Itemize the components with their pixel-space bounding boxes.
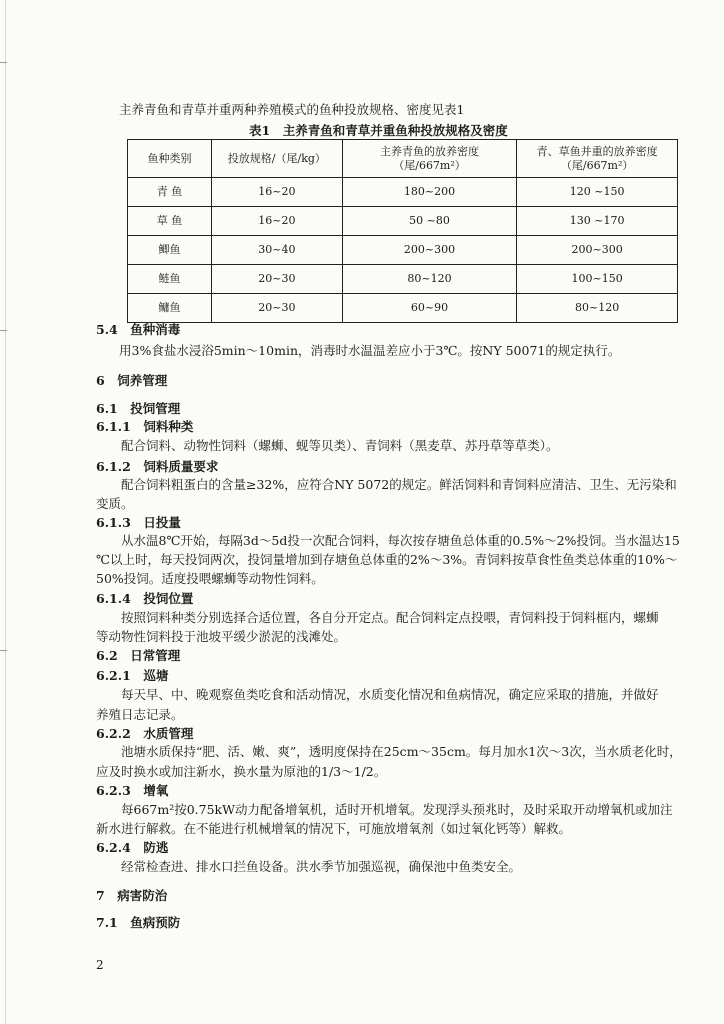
section-heading-6-1-4: 6.1.4 投饲位置	[96, 591, 194, 606]
section-heading-7-1: 7.1 鱼病预防	[96, 915, 181, 930]
table-cell: 16~20	[211, 178, 342, 207]
paragraph: 新水进行解救。在不能进行机械增氧的情况下，可施放增氧剂（如过氧化钙等）解救。	[96, 821, 572, 836]
table-cell: 200~300	[342, 236, 517, 265]
table-header-cell: 青、草鱼并重的放养密度 （尾/667m²）	[517, 140, 678, 178]
section-heading-6-2-4: 6.2.4 防逃	[96, 840, 169, 855]
table-cell: 120 ~150	[517, 178, 678, 207]
table-cell: 180~200	[342, 178, 517, 207]
table-cell: 鲢鱼	[128, 265, 212, 294]
binding-mark	[0, 650, 7, 651]
paragraph: ℃以上时，每天投饲两次，投饲量增加到存塘鱼总体重的2%～3%。青饲料按草食性鱼类总体重的10%～	[96, 552, 678, 567]
paragraph: 用3%食盐水浸浴5min～10min，消毒时水温温差应小于3℃。按NY 50071的规定执行。	[119, 343, 621, 358]
table-cell: 200~300	[517, 236, 678, 265]
table-row	[128, 207, 678, 236]
table-cell: 100~150	[517, 265, 678, 294]
table-cell: 60~90	[342, 294, 517, 323]
binding-mark	[0, 62, 7, 63]
section-heading-6-1: 6.1 投饲管理	[96, 401, 181, 416]
section-heading-6-2-3: 6.2.3 增氧	[96, 783, 169, 798]
table-header-row	[128, 140, 678, 178]
paragraph: 配合饲料粗蛋白的含量≥32%，应符合NY 5072的规定。鲜活饲料和青饲料应清洁、卫生、无污染和	[121, 477, 677, 492]
paragraph: 应及时换水或加注新水，换水量为原池的1/3～1/2。	[96, 764, 387, 779]
table-row	[128, 265, 678, 294]
table-row	[128, 236, 678, 265]
table-cell: 50 ~80	[342, 207, 517, 236]
paragraph: 从水温8℃开始，每隔3d～5d投一次配合饲料，每次按存塘鱼总体重的0.5%～2%投饲。当水温达15	[121, 533, 680, 548]
table-cell: 16~20	[211, 207, 342, 236]
table-row	[128, 294, 678, 323]
paragraph: 等动物性饲料投于池坡平缓少淤泥的浅滩处。	[96, 629, 347, 644]
section-heading-6: 6 饲养管理	[96, 373, 168, 388]
table-cell: 30~40	[211, 236, 342, 265]
table-cell: 鲫鱼	[128, 236, 212, 265]
section-heading-6-1-3: 6.1.3 日投量	[96, 515, 181, 530]
section-heading-6-2-1: 6.2.1 巡塘	[96, 668, 169, 683]
table-header-cell: 鱼种类别	[128, 140, 212, 178]
table-header-cell: 投放规格/（尾/kg）	[211, 140, 342, 178]
stocking-table	[127, 139, 678, 323]
table-cell: 鳙鱼	[128, 294, 212, 323]
section-heading-5-4: 5.4 鱼种消毒	[96, 322, 181, 337]
binding-mark	[0, 330, 7, 331]
page-number: 2	[96, 958, 104, 972]
paragraph: 每667m²按0.75kW动力配备增氧机，适时开机增氧。发现浮头预兆时，及时采取开动增氧机或加注	[121, 802, 673, 817]
paragraph: 变质。	[96, 496, 134, 511]
section-heading-6-1-2: 6.1.2 饲料质量要求	[96, 459, 219, 474]
paragraph: 每天早、中、晚观察鱼类吃食和活动情况，水质变化情况和鱼病情况，确定应采取的措施，并做好	[121, 687, 659, 702]
paragraph: 养殖日志记录。	[96, 707, 184, 722]
section-heading-7: 7 病害防治	[96, 888, 168, 903]
intro-text: 主养青鱼和青草并重两种养殖模式的鱼种投放规格、密度见表1	[119, 102, 465, 117]
paragraph: 50%投饲。适度投喂螺蛳等动物性饲料。	[96, 571, 324, 586]
section-heading-6-1-1: 6.1.1 饲料种类	[96, 419, 194, 434]
table-header-cell: 主养青鱼的放养密度 （尾/667m²）	[342, 140, 517, 178]
section-heading-6-2-2: 6.2.2 水质管理	[96, 726, 194, 741]
section-heading-6-2: 6.2 日常管理	[96, 648, 181, 663]
binding-margin-line	[5, 0, 6, 1024]
table-cell: 130 ~170	[517, 207, 678, 236]
table-caption: 表1 主养青鱼和青草并重鱼种投放规格及密度	[249, 123, 508, 138]
table-cell: 80~120	[342, 265, 517, 294]
paragraph: 按照饲料种类分别选择合适位置，各自分开定点。配合饲料定点投喂，青饲料投于饲料框内，螺蛳	[121, 610, 659, 625]
table-cell: 80~120	[517, 294, 678, 323]
table-cell: 草 鱼	[128, 207, 212, 236]
table-cell: 青 鱼	[128, 178, 212, 207]
table-row	[128, 178, 678, 207]
paragraph: 池塘水质保持“肥、活、嫩、爽”，透明度保持在25cm～35cm。每月加水1次～3次，当水质老化时，	[121, 744, 682, 759]
paragraph: 配合饲料、动物性饲料（螺蛳、蚬等贝类）、青饲料（黑麦草、苏丹草等草类）。	[121, 438, 559, 453]
paragraph: 经常检查进、排水口拦鱼设备。洪水季节加强巡视，确保池中鱼类安全。	[121, 859, 522, 874]
table-cell: 20~30	[211, 294, 342, 323]
table-cell: 20~30	[211, 265, 342, 294]
